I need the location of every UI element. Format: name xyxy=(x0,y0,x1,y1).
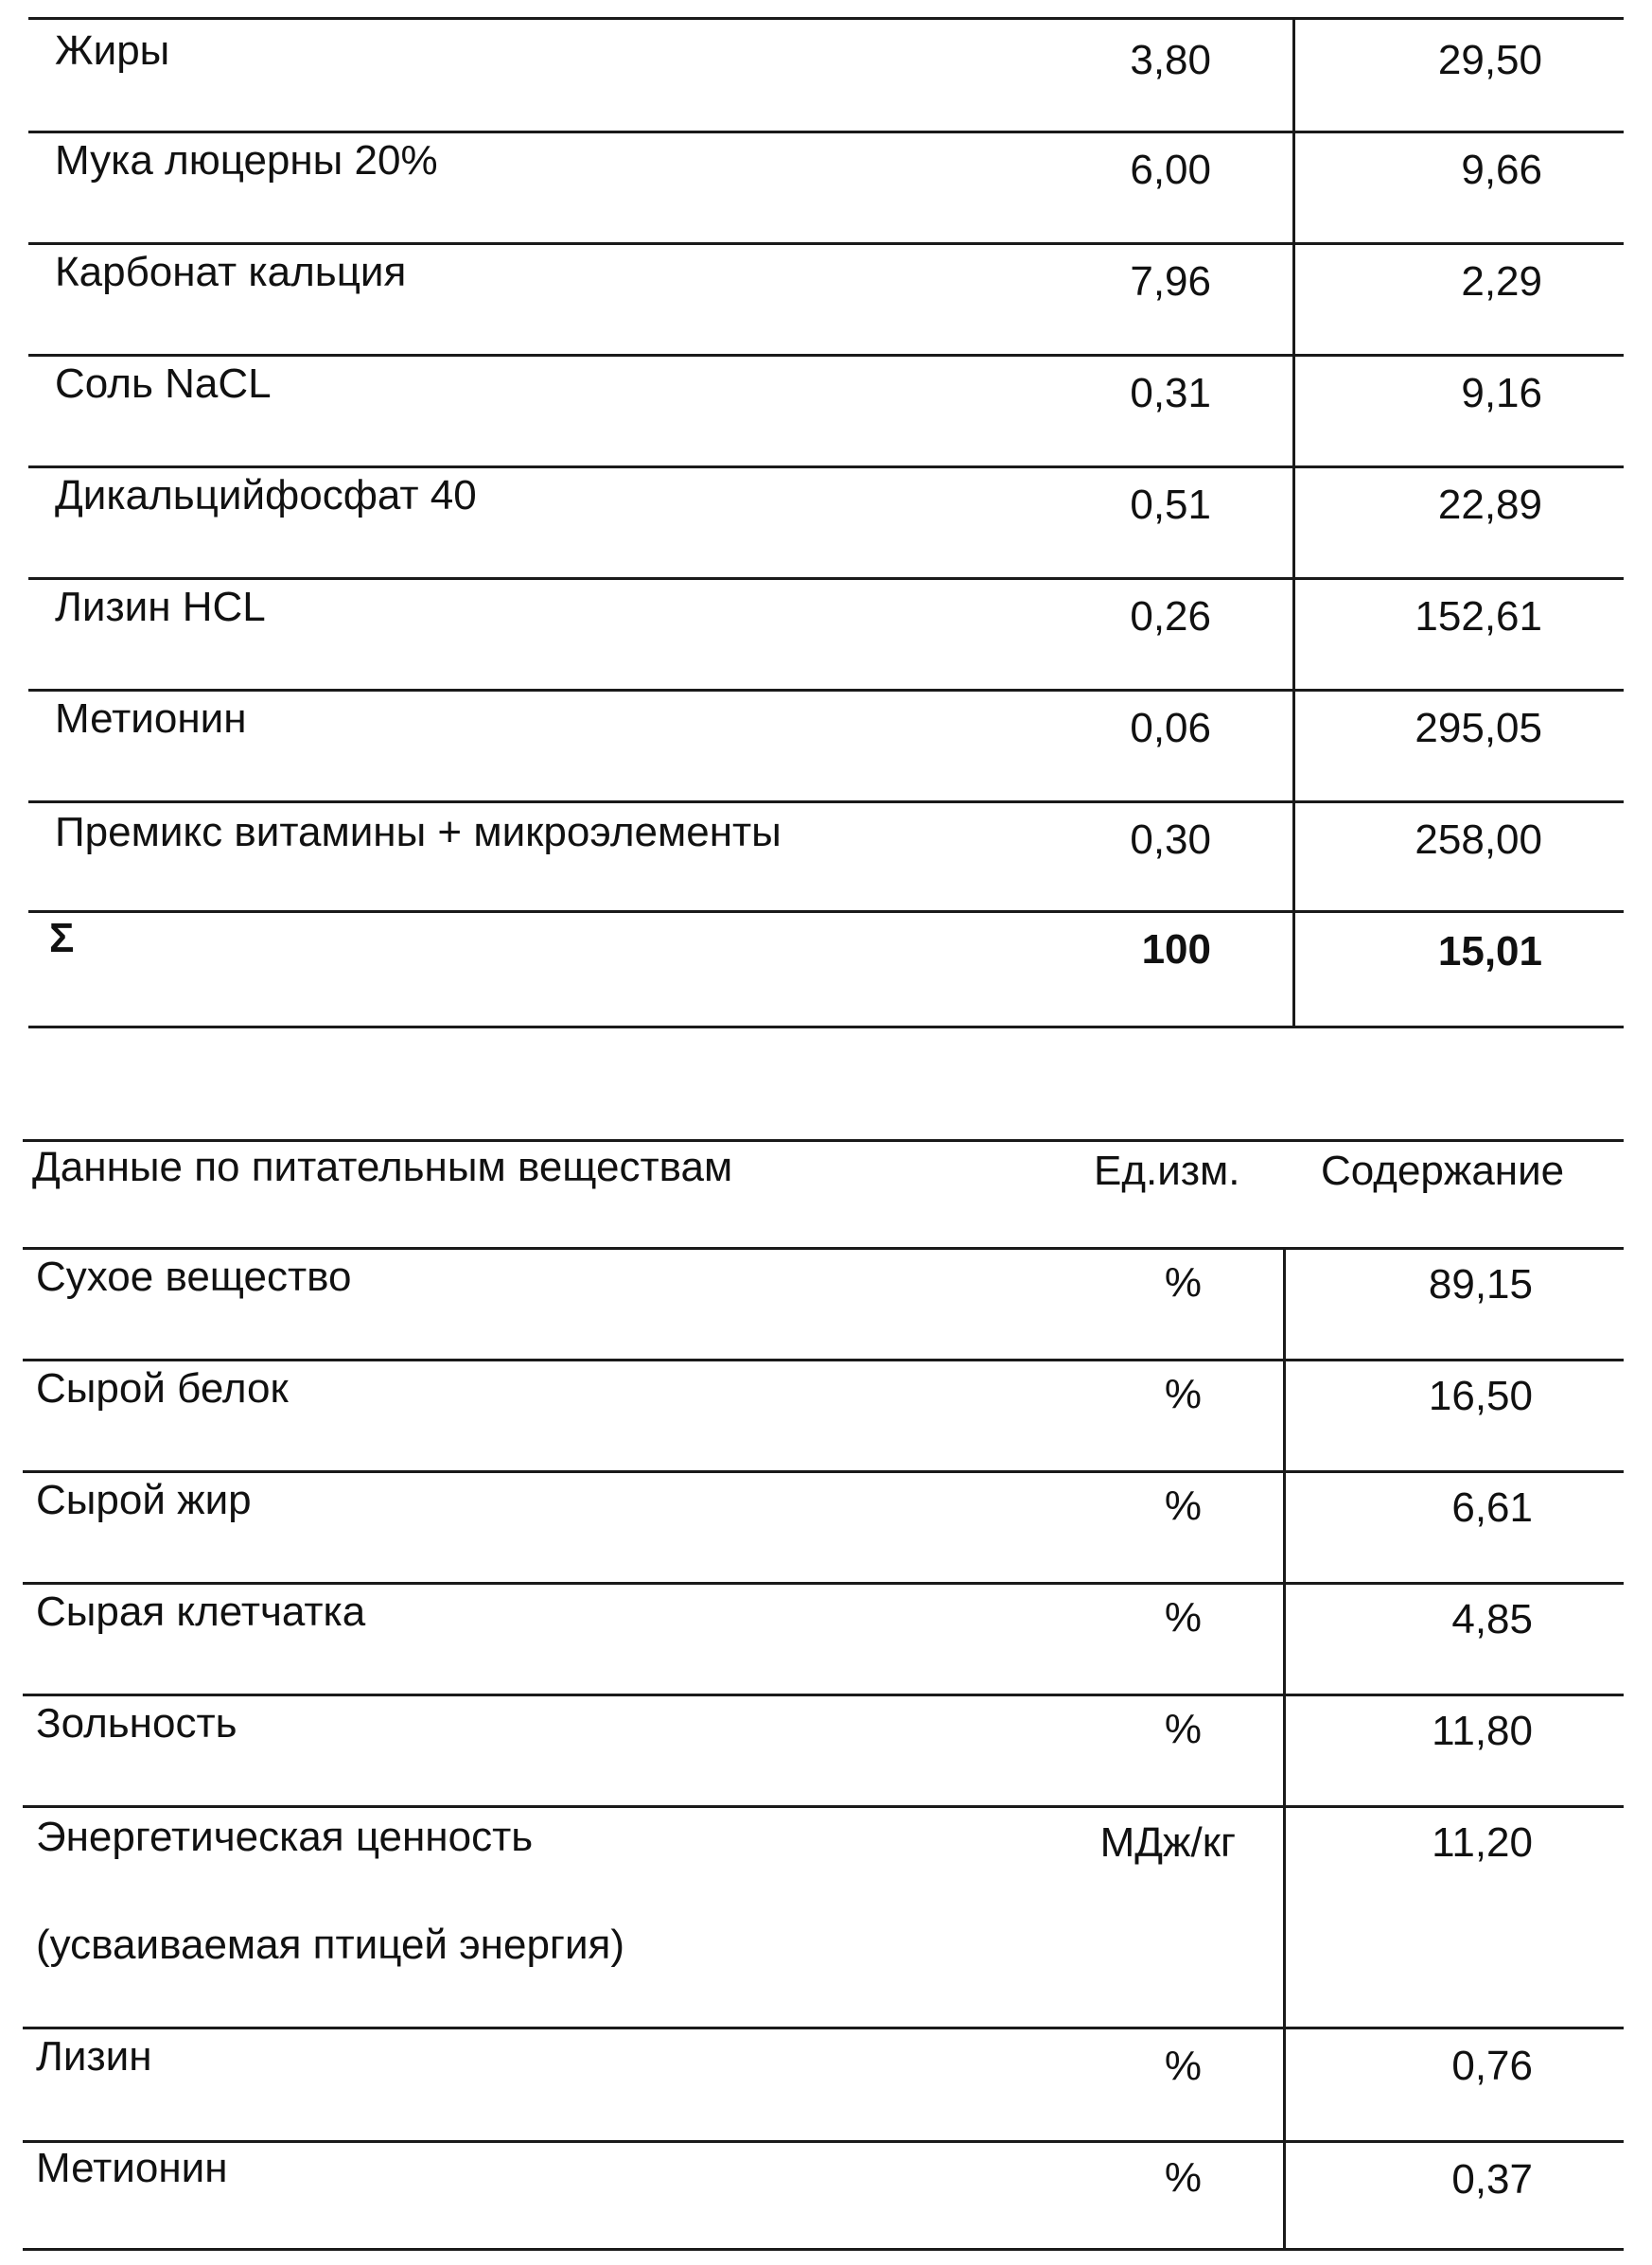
nutrient-name: Метионин xyxy=(36,2144,228,2193)
column-divider xyxy=(1283,1247,1286,2250)
table-rule xyxy=(28,689,1624,692)
ingredient-price: 9,16 xyxy=(1353,369,1542,418)
nutrient-name-line2: (усваиваемая птицей энергия) xyxy=(36,1921,624,1970)
ingredient-share: 0,06 xyxy=(1041,704,1211,753)
nutrient-name: Зольность xyxy=(36,1699,237,1748)
table-rule xyxy=(28,354,1624,357)
ingredient-share: 0,51 xyxy=(1041,481,1211,530)
nutrient-name: Сухое вещество xyxy=(36,1253,351,1302)
table-rule xyxy=(28,577,1624,580)
nutrient-name: Энергетическая ценность xyxy=(36,1813,533,1862)
ingredient-share: 7,96 xyxy=(1041,257,1211,307)
ingredient-name: Мука люцерны 20% xyxy=(55,136,438,185)
nutrient-name: Сырая клетчатка xyxy=(36,1588,365,1637)
table-rule xyxy=(23,1805,1624,1808)
table-rule xyxy=(23,2248,1624,2251)
ingredient-share: 6,00 xyxy=(1041,146,1211,195)
total-label: Σ xyxy=(49,914,74,963)
table-rule xyxy=(23,1694,1624,1696)
total-share: 100 xyxy=(1041,925,1211,974)
ingredient-share: 0,31 xyxy=(1041,369,1211,418)
nutrient-value: 16,50 xyxy=(1344,1372,1533,1421)
table-rule xyxy=(23,1359,1624,1361)
table-rule xyxy=(23,1139,1624,1142)
nutrient-value: 11,20 xyxy=(1344,1818,1533,1868)
ingredient-name: Дикальцийфосфат 40 xyxy=(55,471,477,520)
ingredient-share: 0,26 xyxy=(1041,592,1211,641)
nutrient-value: 89,15 xyxy=(1344,1260,1533,1309)
ingredient-name: Соль NaCL xyxy=(55,360,272,409)
nutrient-value: 0,76 xyxy=(1344,2042,1533,2091)
table-rule xyxy=(23,1470,1624,1473)
ingredient-share: 3,80 xyxy=(1041,36,1211,85)
nutrient-unit: МДж/кг xyxy=(1041,1818,1236,1868)
table-rule xyxy=(23,1247,1624,1250)
nutrient-unit: % xyxy=(1116,1258,1202,1308)
ingredient-name: Жиры xyxy=(55,26,169,76)
table-rule xyxy=(28,1026,1624,1028)
column-divider xyxy=(1292,17,1295,1027)
ingredient-share: 0,30 xyxy=(1041,816,1211,865)
document-page xyxy=(0,0,1652,2265)
nutrient-value: 11,80 xyxy=(1344,1707,1533,1756)
header-name: Данные по питательным веществам xyxy=(32,1143,732,1192)
table-rule xyxy=(28,242,1624,245)
ingredient-price: 29,50 xyxy=(1353,36,1542,85)
table-rule xyxy=(23,2027,1624,2029)
nutrient-unit: % xyxy=(1116,1705,1202,1754)
nutrient-unit: % xyxy=(1116,1370,1202,1419)
ingredient-price: 258,00 xyxy=(1353,816,1542,865)
nutrient-value: 6,61 xyxy=(1344,1484,1533,1533)
ingredient-name: Метионин xyxy=(55,694,247,744)
table-rule xyxy=(28,465,1624,468)
ingredient-price: 152,61 xyxy=(1353,592,1542,641)
table-rule xyxy=(28,17,1624,20)
total-price: 15,01 xyxy=(1353,927,1542,976)
header-unit: Ед.изм. xyxy=(1094,1147,1239,1196)
table-rule xyxy=(28,910,1624,913)
ingredient-price: 9,66 xyxy=(1353,146,1542,195)
table-rule xyxy=(28,800,1624,803)
ingredient-name: Премикс витамины + микроэлементы xyxy=(55,808,782,857)
nutrient-unit: % xyxy=(1116,2153,1202,2203)
table-rule xyxy=(23,2140,1624,2143)
ingredient-name: Карбонат кальция xyxy=(55,248,406,297)
nutrient-value: 0,37 xyxy=(1344,2155,1533,2204)
nutrient-unit: % xyxy=(1116,1482,1202,1531)
ingredient-price: 2,29 xyxy=(1353,257,1542,307)
ingredient-name: Лизин HCL xyxy=(55,583,266,632)
nutrient-unit: % xyxy=(1116,2042,1202,2091)
table-rule xyxy=(28,131,1624,133)
nutrient-name: Сырой белок xyxy=(36,1364,289,1413)
nutrient-name: Сырой жир xyxy=(36,1476,252,1525)
header-value: Содержание xyxy=(1321,1147,1564,1196)
table-rule xyxy=(23,1582,1624,1585)
ingredient-price: 295,05 xyxy=(1353,704,1542,753)
nutrient-name: Лизин xyxy=(36,2032,152,2081)
nutrient-unit: % xyxy=(1116,1593,1202,1642)
nutrient-value: 4,85 xyxy=(1344,1595,1533,1644)
ingredient-price: 22,89 xyxy=(1353,481,1542,530)
